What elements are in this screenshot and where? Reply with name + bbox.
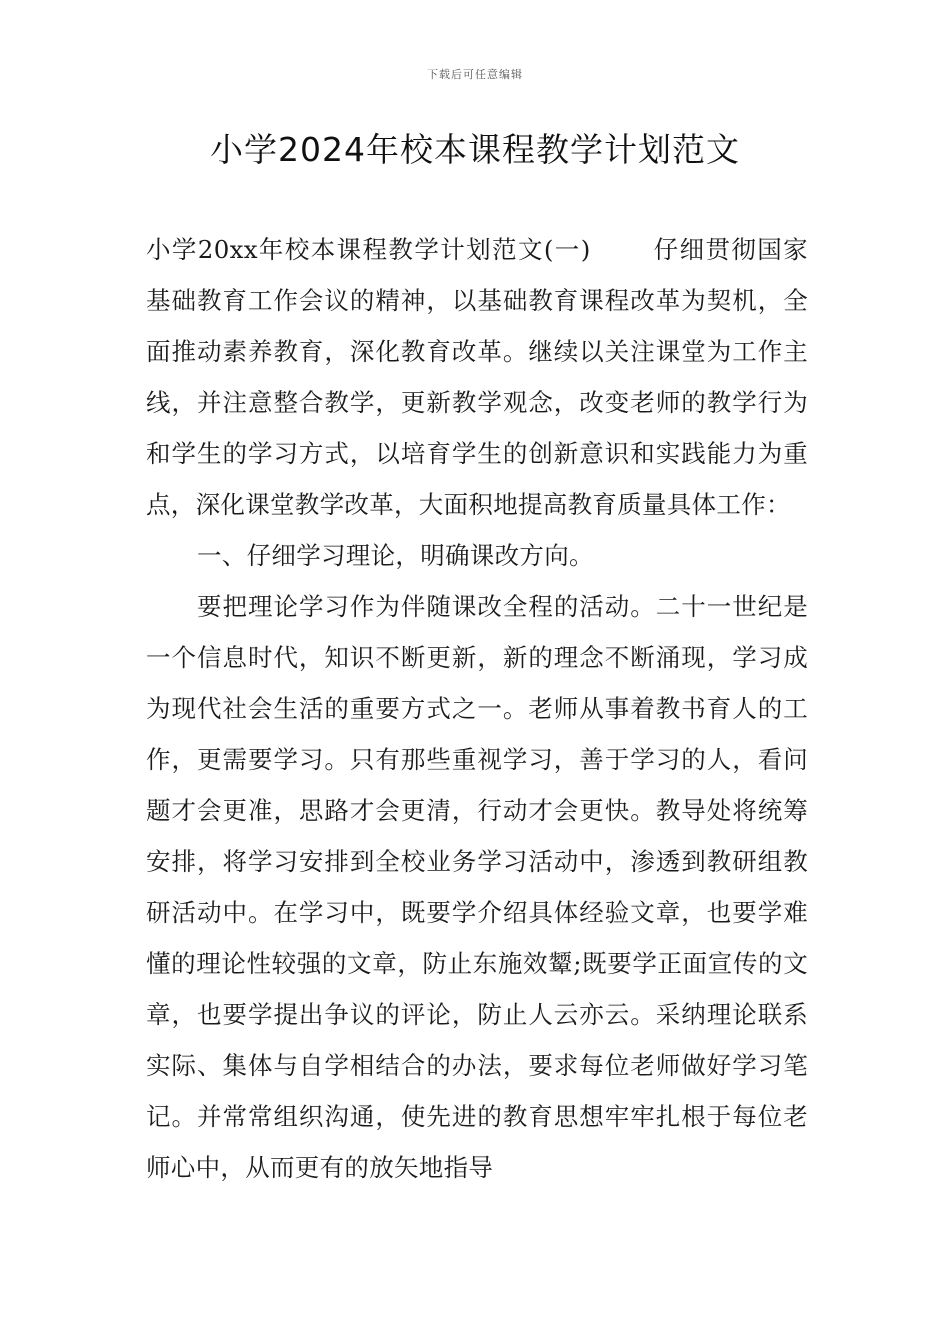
intro-text: 仔细贯彻国家基础教育工作会议的精神，以基础教育课程改革为契机，全面推动素养教育，深化教育改革。继续以关注课堂为工作主线，并注意整合教学，更新教学观念，改变老师的教学行为和学生的学习方式，以培育学生的创新意识和实践能力为重点，深化课堂教学改革，大面积地提高教育质量具体工作： [146,235,808,519]
paragraph-section-heading: 一、仔细学习理论，明确课改方向。 [197,541,594,570]
paragraph-body: 要把理论学习作为伴随课改全程的活动。二十一世纪是一个信息时代，知识不断更新，新的理念不断涌现，学习成为现代社会生活的重要方式之一。老师从事着教书育人的工作，更需要学习。只有那些重视学习，善于学习的人，看问题才会更准，思路才会更清，行动才会更快。教导处将统筹安排，将学习安排到全校业务学习活动中，渗透到教研组教研活动中。在学习中，既要学介绍具体经验文章，也要学难懂的理论性较强的文章，防止东施效颦;既要学正面宣传的文章，也要学提出争议的评论，防止人云亦云。采纳理论联系实际、集体与自学相结合的办法，要求每位老师做好学习笔记。并常常组织沟通，使先进的教育思想牢牢扎根于每位老师心中，从而更有的放矢地指导 [146,592,808,1182]
document-title: 小学2024年校本课程教学计划范文 [210,130,740,169]
paragraph-intro [146,224,808,530]
header-note: 下载后可任意编辑 [427,68,523,81]
document-body [146,224,808,1193]
intro-lead: 小学20xx年校本课程教学计划范文(一) [146,235,591,264]
